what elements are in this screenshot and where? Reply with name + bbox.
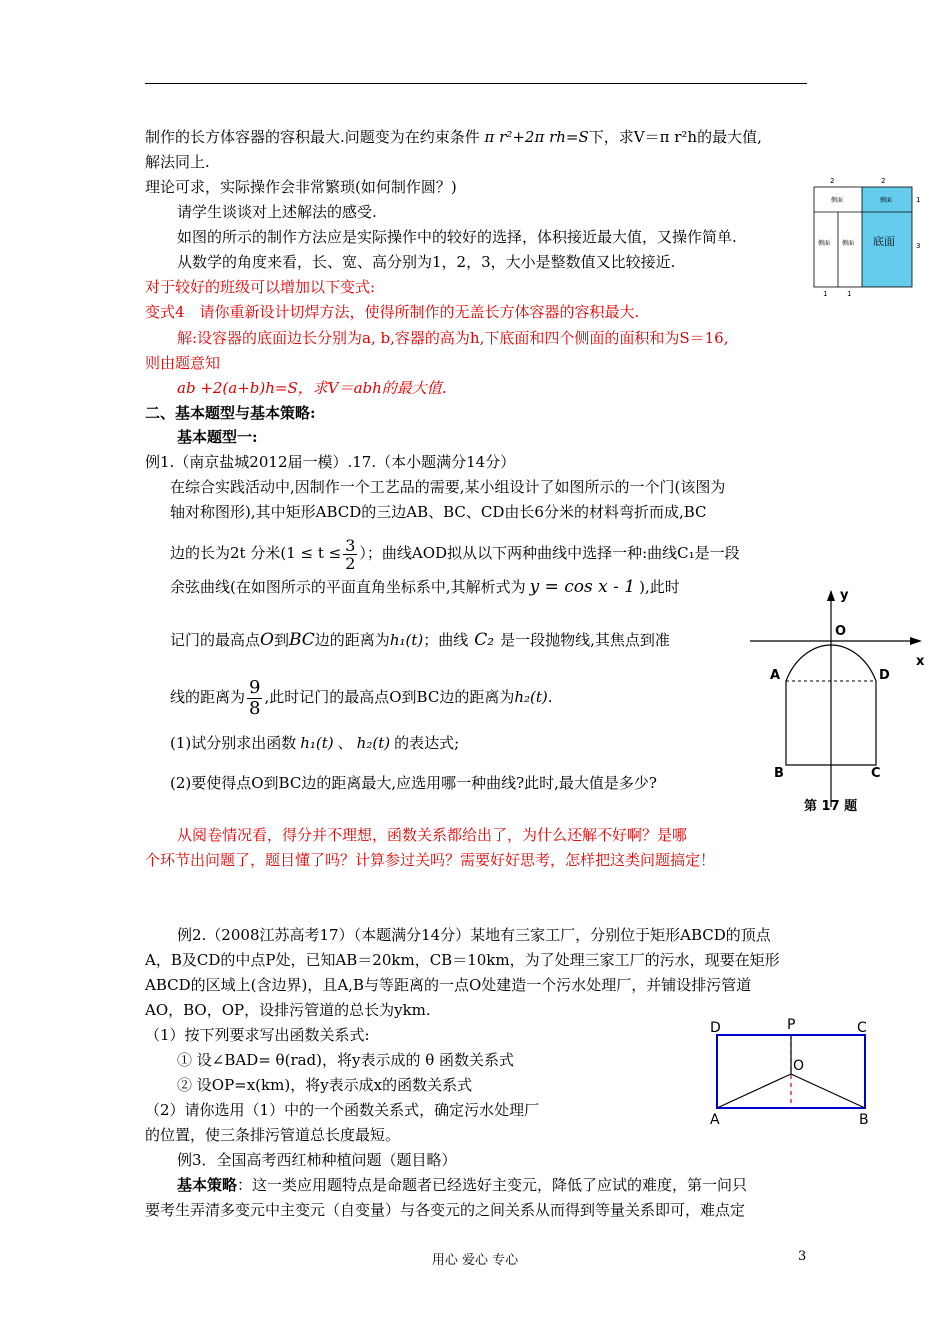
point-A-label: A xyxy=(710,1112,720,1128)
x-axis-arrow xyxy=(910,637,922,645)
subsection-heading: 基本题型一: xyxy=(177,428,258,446)
net-cell-4: 侧面 xyxy=(842,240,855,247)
line-11: ab +2(a+b)h=S，求V＝abh的最大值. xyxy=(177,379,447,397)
header-rule xyxy=(145,83,807,84)
line-29: （1）按下列要求写出函数关系式: xyxy=(145,1026,370,1044)
line-35: 基本策略：这一类应用题特点是命题者已经选好主变元，降低了应试的难度，第一问只 xyxy=(177,1176,748,1194)
line-16: 轴对称图形),其中矩形ABCD的三边AB、BC、CD由长6分米的材料弯折而成,BC xyxy=(170,503,707,521)
fraction-9-8: $\frac{9}{8}$ xyxy=(249,676,261,719)
point-P-label: P xyxy=(787,1017,796,1033)
line-9: 解:设容器的底面边长分别为a, b,容器的高为h,下底面和四个侧面的面积和为S＝16, xyxy=(177,329,729,347)
example-3-title: 例3．全国高考西红柿种植问题（题目略） xyxy=(177,1151,457,1169)
point-O-label: O xyxy=(793,1058,805,1074)
y-axis-arrow xyxy=(827,590,835,601)
door-figure xyxy=(748,585,933,825)
point-A-label: A xyxy=(770,668,781,683)
factory-figure xyxy=(705,1012,880,1132)
line-23: 从阅卷情况看，得分并不理想，函数关系都给出了，为什么还解不好啊？是哪 xyxy=(177,826,688,844)
box-net-figure xyxy=(806,172,926,302)
line-15: 在综合实践活动中,因制作一个工艺品的需要,某小组设计了如图所示的一个门(该图为 xyxy=(170,478,726,496)
net-right-label-1: 1 xyxy=(916,196,921,204)
line-21: (1)试分别求出函数 h₁(t) 、 h₂(t) 的表达式; xyxy=(170,734,460,752)
line-28: AO，BO，OP，设排污管道的总长为ykm. xyxy=(145,1001,431,1019)
line-19: 记门的最高点O到BC边的距离为h₁(t)；曲线 C₂ 是一段抛物线,其焦点到准 xyxy=(170,630,670,650)
line-7: 对于较好的班级可以增加以下变式: xyxy=(145,278,376,296)
fraction-3-2: $\frac{3}{2}$ xyxy=(345,535,356,573)
line-26: A，B及CD的中点P处，已知AB＝20km，CB＝10km，为了处理三家工厂的污水，现要在矩形 xyxy=(145,951,780,969)
point-C-label: C xyxy=(857,1020,867,1036)
line-5: 如图的所示的制作方法应是实际操作中的较好的选择，体积接近最大值，又操作简单. xyxy=(177,228,737,246)
line-36: 要考生弄清多变元中主变元（自变量）与各变元的之间关系从而得到等量关系即可，难点定 xyxy=(145,1201,746,1219)
line-1: 制作的长方体容器的容积最大.问题变为在约束条件 π r²+2π rh=S下，求V＝π r²h的最大值, xyxy=(145,128,762,146)
net-cell-3: 侧面 xyxy=(818,240,831,247)
net-base-label: 底面 xyxy=(873,235,895,248)
line-20: 线的距离为 $\frac{9}{8}$ ,此时记门的最高点O到BC边的距离为h₂(t). xyxy=(170,676,553,719)
net-cell-1: 侧面 xyxy=(831,197,844,204)
x-axis-label: x xyxy=(916,654,925,669)
line-2: 解法同上. xyxy=(145,153,210,171)
net-cell-2: 侧面 xyxy=(880,197,893,204)
line-18: 余弦曲线(在如图所示的平面直角坐标系中,其解析式为 y = cos x - 1 ),此时 xyxy=(170,577,680,597)
example-2-title: 例2.（2008江苏高考17）（本题满分14分）某地有三家工厂，分别位于矩形ABCD的顶点 xyxy=(177,926,771,944)
figure-caption: 第 17 题 xyxy=(804,799,858,814)
net-bottom-label-1: 1 xyxy=(823,290,828,298)
line-31: ② 设OP=x(km)，将y表示成x的函数关系式 xyxy=(177,1076,473,1094)
line-30: ① 设∠BAD= θ(rad)，将y表示成的 θ 函数关系式 xyxy=(177,1051,515,1069)
point-D-label: D xyxy=(710,1020,721,1036)
page-number: 3 xyxy=(798,1249,807,1264)
point-B-label: B xyxy=(859,1112,869,1128)
segment-BO xyxy=(791,1074,865,1108)
line-33: 的位置，使三条排污管道总长度最短。 xyxy=(145,1126,401,1144)
line-8: 变式4 请你重新设计切焊方法，使得所制作的无盖长方体容器的容积最大. xyxy=(145,303,640,321)
line-4: 请学生谈谈对上述解法的感受. xyxy=(177,203,377,221)
point-B-label: B xyxy=(774,766,784,781)
net-top-label-1: 2 xyxy=(830,177,835,185)
line-3: 理论可求，实际操作会非常繁琐(如何制作圆？) xyxy=(145,178,457,196)
point-O-label: O xyxy=(835,624,847,639)
line-32: （2）请你选用（1）中的一个函数关系式，确定污水处理厂 xyxy=(145,1101,540,1119)
net-top-label-2: 2 xyxy=(881,177,886,185)
net-bottom-label-2: 1 xyxy=(847,290,852,298)
line-10: 则由题意知 xyxy=(145,354,221,372)
line-27: ABCD的区域上(含边界)，且A,B与等距离的一点O处建造一个污水处理厂，并铺设排污管道 xyxy=(145,976,752,994)
line-22: (2)要使得点O到BC边的距离最大,应选用哪一种曲线?此时,最大值是多少? xyxy=(170,774,657,792)
point-D-label: D xyxy=(879,668,890,683)
line-17: 边的长为2t 分米(1 ≤ t ≤ $\frac{3}{2}$ ）；曲线AOD拟从以下两种曲线中选择一种:曲线C₁是一段 xyxy=(170,535,740,573)
example-1-title: 例1.（南京盐城2012届一模）.17.（本小题满分14分） xyxy=(145,453,516,471)
net-right-label-2: 3 xyxy=(916,242,921,250)
section-heading: 二、基本题型与基本策略: xyxy=(145,404,316,422)
point-C-label: C xyxy=(871,766,881,781)
y-axis-label: y xyxy=(840,588,849,603)
page-footer: 用心 爱心 专心 xyxy=(431,1253,519,1268)
segment-AO xyxy=(717,1074,791,1108)
line-24: 个环节出问题了，题目懂了吗？计算参过关吗？需要好好思考，怎样把这类问题搞定！ xyxy=(145,851,716,869)
line-6: 从数学的角度来看，长、宽、高分别为1，2，3，大小是整数值又比较接近. xyxy=(177,253,676,271)
